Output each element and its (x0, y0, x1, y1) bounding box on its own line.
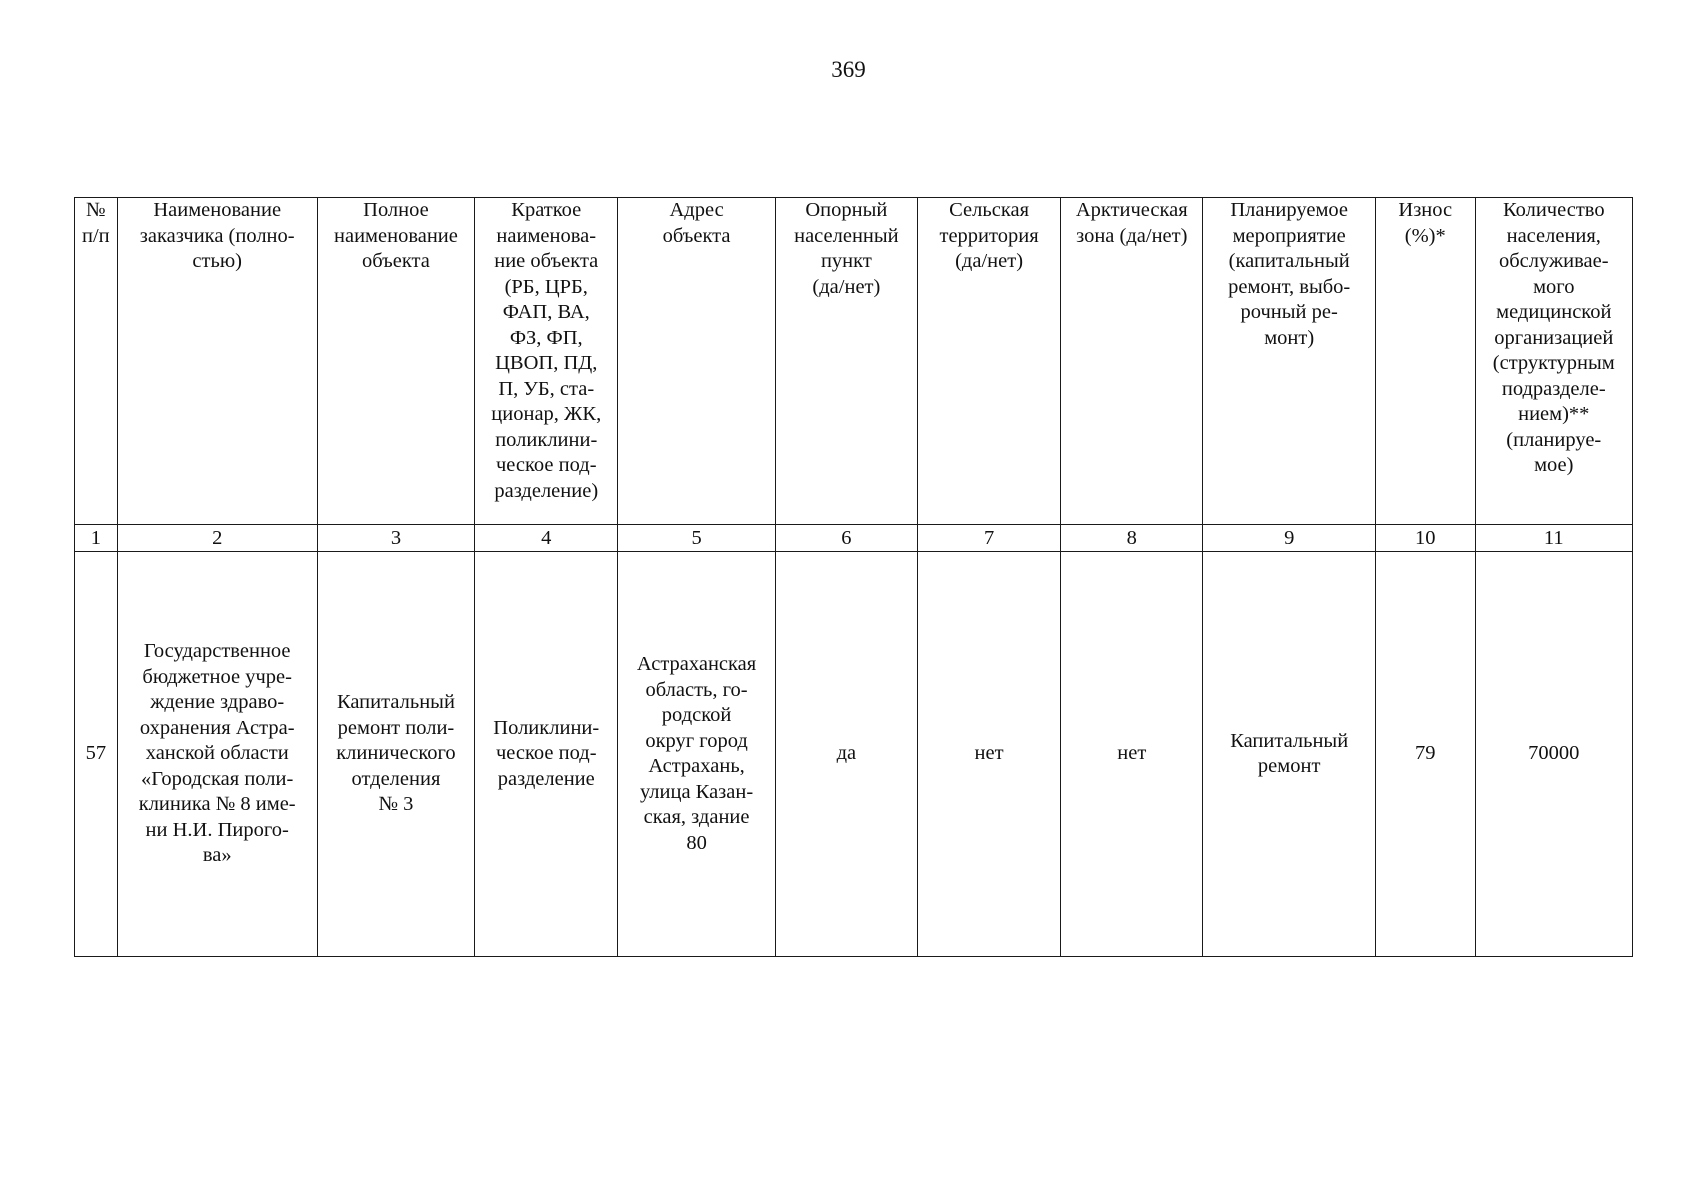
header-cell-address: Адрес объекта (618, 198, 775, 525)
header-cell-short-name: Краткое наименова- ние объекта (РБ, ЦРБ, ФАП, ВА, ФЗ, ФП, ЦВОП, ПД, П, УБ, ста- ционар, ЖК, поликлини- ческое под- разделение) (475, 198, 618, 525)
header-cell-population: Количество населения, обслуживае- мого медицинской организацией (структурным подразделе- нием)** (планируе- мое) (1475, 198, 1632, 525)
header-cell-planned-action: Планируемое мероприятие (капитальный ремонт, выбо- рочный ре- монт) (1203, 198, 1376, 525)
column-number-cell: 2 (117, 525, 317, 552)
population-cell: 70000 (1475, 552, 1632, 957)
short-name-cell: Поликлини- ческое под- разделение (475, 552, 618, 957)
column-number-cell: 11 (1475, 525, 1632, 552)
support-settlement-cell: да (775, 552, 917, 957)
column-number-cell: 5 (618, 525, 775, 552)
header-cell-rural-territory: Сельская территория (да/нет) (917, 198, 1060, 525)
customer-cell: Государственное бюджетное учре- ждение здраво- охранения Астра- ханской области «Городская поли- клиника № 8 име- ни Н.И. Пирого- ва» (117, 552, 317, 957)
header-cell-full-name: Полное наименование объекта (317, 198, 474, 525)
header-cell-number: № п/п (75, 198, 118, 525)
rural-territory-cell: нет (917, 552, 1060, 957)
column-number-row (75, 525, 1633, 552)
header-cell-wear: Износ (%)* (1376, 198, 1476, 525)
column-number-cell: 3 (317, 525, 474, 552)
table-header-row (75, 198, 1633, 525)
table-row (75, 552, 1633, 957)
wear-cell: 79 (1376, 552, 1476, 957)
column-number-cell: 4 (475, 525, 618, 552)
column-number-cell: 7 (917, 525, 1060, 552)
header-cell-arctic-zone: Арктическая зона (да/нет) (1061, 198, 1203, 525)
column-number-cell: 10 (1376, 525, 1476, 552)
column-number-cell: 9 (1203, 525, 1376, 552)
row-number-cell: 57 (75, 552, 118, 957)
full-name-cell: Капитальный ремонт поли- клинического отделения № 3 (317, 552, 474, 957)
object-table (74, 197, 1633, 957)
column-number-cell: 8 (1061, 525, 1203, 552)
header-cell-support-settlement: Опорный населенный пункт (да/нет) (775, 198, 917, 525)
page-number: 369 (831, 57, 866, 82)
arctic-zone-cell: нет (1061, 552, 1203, 957)
header-cell-customer: Наименование заказчика (полно- стью) (117, 198, 317, 525)
planned-action-cell: Капитальный ремонт (1203, 552, 1376, 957)
column-number-cell: 6 (775, 525, 917, 552)
address-cell: Астраханская область, го- родской округ город Астрахань, улица Казан- ская, здание 80 (618, 552, 775, 957)
column-number-cell: 1 (75, 525, 118, 552)
